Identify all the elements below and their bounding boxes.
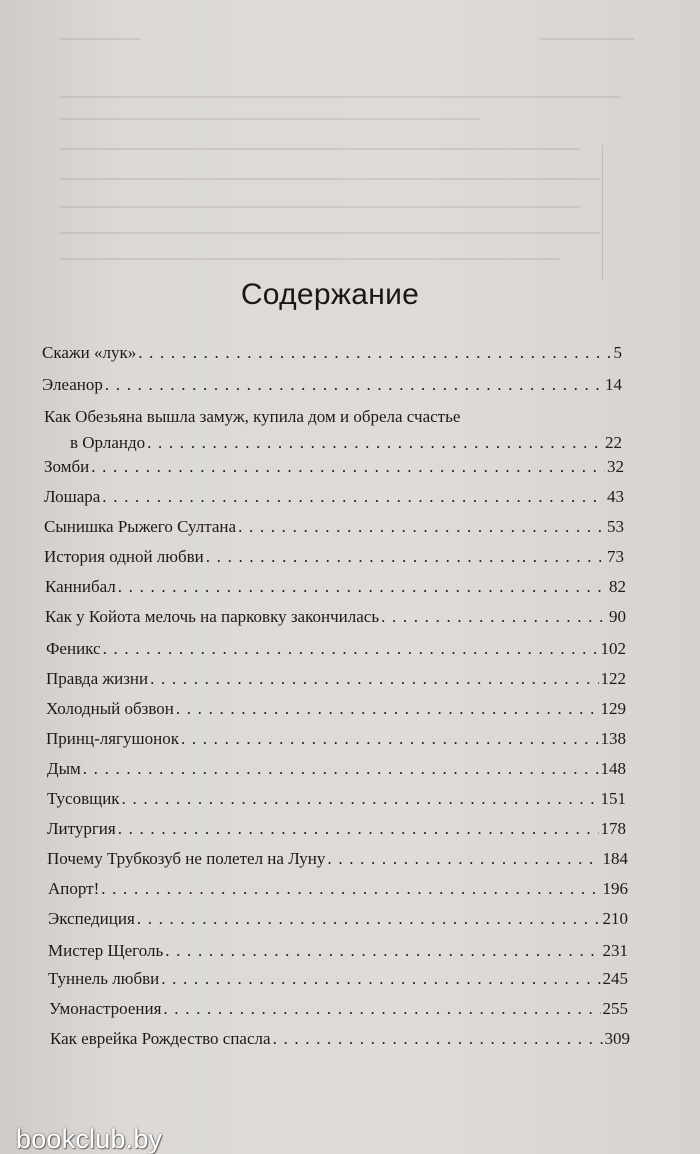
toc-entry[interactable]: [50, 1028, 630, 1050]
dot-leader: [103, 638, 599, 660]
toc-entry-page-number: 14: [605, 375, 622, 394]
dot-leader: [273, 1028, 603, 1050]
dot-leader: [105, 374, 603, 396]
dot-leader: [165, 940, 600, 962]
toc-entry-page-number: 43: [607, 487, 624, 506]
toc-entry-page-number: 73: [607, 547, 624, 566]
toc-entry-label: Сынишка Рыжего Султана: [44, 517, 237, 536]
dot-leader: [381, 606, 607, 628]
toc-entry-page-number: 178: [600, 819, 626, 838]
toc-entry[interactable]: [45, 606, 626, 628]
toc-entry-page-number: 148: [600, 759, 626, 778]
toc-entry-page-number: 129: [600, 699, 626, 718]
toc-entry[interactable]: [49, 998, 628, 1020]
dot-leader: [150, 668, 598, 690]
toc-entry-page-number: 184: [602, 849, 628, 868]
toc-entry-label: Элеанор: [42, 375, 103, 394]
toc-entry[interactable]: [48, 878, 628, 900]
toc-entry-label: Зомби: [44, 457, 90, 476]
toc-entry-label: Как у Койота мелочь на парковку закончилась: [45, 607, 380, 626]
toc-entry-label: История одной любви: [44, 547, 204, 566]
dot-leader: [206, 546, 605, 568]
dot-leader: [118, 576, 607, 598]
toc-entry[interactable]: [48, 908, 628, 930]
toc-entry-label: в Орландо: [70, 433, 146, 452]
toc-entry-label: Туннель любви: [48, 969, 160, 988]
toc-entry-page-number: 53: [607, 517, 624, 536]
toc-entry-label: Феникс: [46, 639, 101, 658]
toc-entry-label: Каннибал: [45, 577, 116, 596]
dot-leader: [101, 878, 600, 900]
toc-entry[interactable]: [70, 432, 622, 454]
dot-leader: [137, 908, 601, 930]
toc-entry[interactable]: [48, 940, 628, 962]
toc-entry-label: Мистер Щеголь: [48, 941, 164, 960]
toc-entry-page-number: 138: [600, 729, 626, 748]
toc-entry[interactable]: [44, 546, 624, 568]
toc-entry-page-number: 255: [602, 999, 628, 1018]
toc-entry-label: Холодный обзвон: [46, 699, 174, 718]
toc-entry[interactable]: [48, 968, 628, 990]
toc-entry-page-number: 32: [607, 457, 624, 476]
toc-entry-label: Лошара: [44, 487, 101, 506]
dot-leader: [83, 758, 599, 780]
toc-entry-label: Скажи «лук»: [42, 343, 137, 362]
toc-entry[interactable]: [46, 728, 626, 750]
toc-entry-page-number: 231: [602, 941, 628, 960]
toc-entry-page-number: 245: [602, 969, 628, 988]
toc-entry-label-line: Как Обезьяна вышла замуж, купила дом и обрела счастье: [44, 407, 461, 426]
dot-leader: [238, 516, 605, 538]
dot-leader: [161, 968, 600, 990]
dot-leader: [176, 698, 599, 720]
toc-title: Содержание: [240, 278, 420, 311]
toc-entry[interactable]: [46, 698, 626, 720]
toc-entry-label: Правда жизни: [46, 669, 149, 688]
toc-entry[interactable]: [44, 516, 624, 538]
toc-entry[interactable]: [44, 456, 624, 478]
toc-entry-label: Апорт!: [48, 879, 100, 898]
dot-leader: [102, 486, 605, 508]
toc-entry-page-number: 210: [602, 909, 628, 928]
toc-entry-page-number: 82: [609, 577, 626, 596]
dot-leader: [91, 456, 605, 478]
toc-entry-label: Экспедиция: [48, 909, 135, 928]
toc-entry[interactable]: [47, 818, 626, 840]
toc-entry-label: Принц-лягушонок: [46, 729, 179, 748]
toc-entry[interactable]: [47, 848, 628, 870]
toc-entry-page-number: 90: [609, 607, 626, 626]
toc-entry-label: Умонастроения: [49, 999, 162, 1018]
toc-entry[interactable]: [44, 486, 624, 508]
toc-entry-page-number: 309: [604, 1029, 630, 1048]
toc-entry[interactable]: [42, 342, 622, 364]
toc-entry-label: Почему Трубкозуб не полетел на Луну: [47, 849, 326, 868]
site-watermark: bookclub.by: [16, 1124, 163, 1154]
toc-entry-page-number: 151: [600, 789, 626, 808]
toc-entry-label: Литургия: [47, 819, 116, 838]
toc-entry[interactable]: [47, 788, 626, 810]
toc-entry-label: Тусовщик: [47, 789, 120, 808]
dot-leader: [181, 728, 599, 750]
dot-leader: [118, 818, 599, 840]
toc-entry-label: Дым: [47, 759, 81, 778]
toc-entry[interactable]: [45, 576, 626, 598]
toc-entry[interactable]: [46, 638, 626, 660]
toc-entry[interactable]: [47, 758, 626, 780]
toc-entry-label: Как еврейка Рождество спасла: [50, 1029, 271, 1048]
toc-entry[interactable]: [46, 668, 626, 690]
dot-leader: [122, 788, 599, 810]
toc-entry[interactable]: [42, 374, 622, 396]
dot-leader: [327, 848, 600, 870]
toc-entry-page-number: 196: [602, 879, 628, 898]
toc-entry-page-number: 102: [600, 639, 626, 658]
toc-entry-page-number: 22: [605, 433, 622, 452]
dot-leader: [163, 998, 600, 1020]
dot-leader: [147, 432, 603, 454]
dot-leader: [138, 342, 611, 364]
toc-entry-page-number: 122: [600, 669, 626, 688]
toc-entry-page-number: 5: [613, 343, 622, 362]
